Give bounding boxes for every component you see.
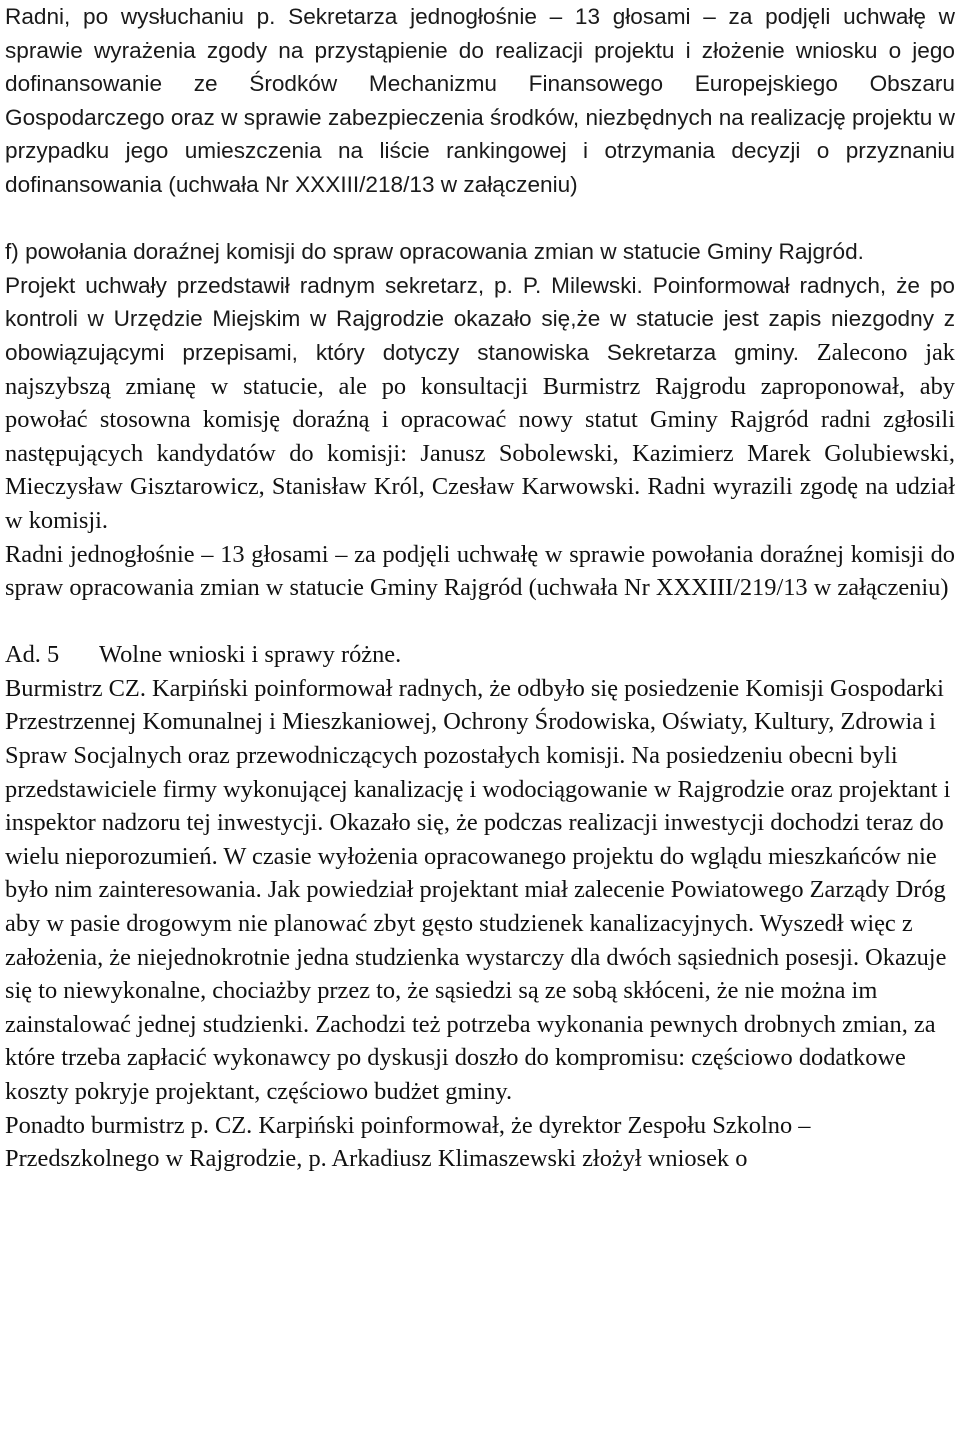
paragraph-gap bbox=[5, 202, 955, 236]
secretary-report-paragraph bbox=[5, 269, 955, 538]
section-title: Wolne wnioski i sprawy różne. bbox=[99, 641, 402, 669]
section-number: 5 bbox=[47, 641, 60, 669]
resolution-219-paragraph: Radni jednogłośnie – 13 głosami – za podjęli uchwałę w sprawie powołania doraźnej komisji do spraw opracowania zmian w statucie Gminy Rajgród (uchwała Nr XXXIII/219/13 w załączeniu) bbox=[5, 540, 955, 602]
secretary-report-sans-part: Projekt uchwały przedstawił radnym sekretarz, p. P. Milewski. Poinformował radnych, że po kontroli w Urzędzie Miejskim w Rajgrodzie okazało się,że w statucie jest zapis niezgodny z obowiązującymi przepisami, który dotyczy stanowiska Sekretarza gminy. bbox=[5, 272, 955, 365]
mayor-additional-paragraph: Ponadto burmistrz p. CZ. Karpiński poinformował, że dyrektor Zespołu Szkolno – Przedszkolnego w Rajgrodzie, p. Arkadiusz Klimaszewski złożył wniosek o bbox=[5, 1111, 811, 1173]
resolution-218-paragraph: Radni, po wysłuchaniu p. Sekretarza jednogłośnie – 13 głosami – za podjęli uchwałę w sprawie wyrażenia zgody na przystąpienie do realizacji projektu i złożenie wniosku o jego dofinansowanie ze Środków Mechanizmu Finansowego Europejskiego Obszaru Gospodarczego oraz w sprawie zabezpieczenia środków, niezbędnych na realizację projektu w przypadku jego umieszczenia na liście rankingowej i otrzymania decyzji o przyznaniu dofinansowania (uchwała Nr XXXIII/218/13 w załączeniu) bbox=[5, 4, 955, 197]
paragraph-gap bbox=[5, 605, 955, 639]
mayor-report-paragraph: Burmistrz CZ. Karpiński poinformował radnych, że odbyło się posiedzenie Komisji Gospodarki Przestrzennej Komunalnej i Mieszkaniowej, Ochrony Środowiska, Oświaty, Kultury, Zdrowia i Spraw Socjalnych oraz przewodniczących pozostałych komisji. Na posiedzeniu obecni byli przedstawiciele firmy wykonującej kanalizację i wodociągowanie w Rajgrodzie oraz projektant i inspektor nadzoru tej inwestycji. Okazało się, że podczas realizacji inwestycji dochodzi teraz do wielu nieporozumień. W czasie wyłożenia opracowanego projektu do wglądu mieszkańców nie było nim zainteresowania. Jak powiedział projektant miał zalecenie Powiatowego Zarządy Dróg aby w pasie drogowym nie planować zbyt gęsto studzienek kanalizacyjnych. Wyszedł więc z założenia, że niejednokrotnie jedna studzienka wystarczy dla dwóch sąsiednich posesji. Okazuje się to niewykonalne, chociażby przez to, że sąsiedzi są ze sobą skłóceni, że nie można im zainstalować jednej studzienki. Zachodzi też potrzeba wykonania pewnych drobnych zmian, za które trzeba zapłacić wykonawcy po dyskusji doszło do kompromisu: częściowo dodatkowe koszty pokryje projektant, częściowo budżet gminy. bbox=[5, 674, 951, 1105]
section-5-heading bbox=[5, 638, 955, 672]
item-f-paragraph: f) powołania doraźnej komisji do spraw opracowania zmian w statucie Gminy Rajgród. bbox=[5, 239, 864, 265]
secretary-report-serif-part: Zalecono jak najszybszą zmianę w statucie, ale po konsultacji Burmistrz Rajgrodu zaproponował, aby powołać stosowna komisję doraźną i opracować nowy statut Gminy Rajgród radni zgłosili następujących kandydatów do komisji: Janusz Sobolewski, Kazimierz Marek Golubiewski, Mieczysław Gisztarowicz, Stanisław Król, Czesław Karwowski. Radni wyrazili zgodę na udział w komisji. bbox=[5, 338, 956, 534]
document-page bbox=[5, 0, 955, 1176]
section-label: Ad. bbox=[5, 641, 41, 669]
